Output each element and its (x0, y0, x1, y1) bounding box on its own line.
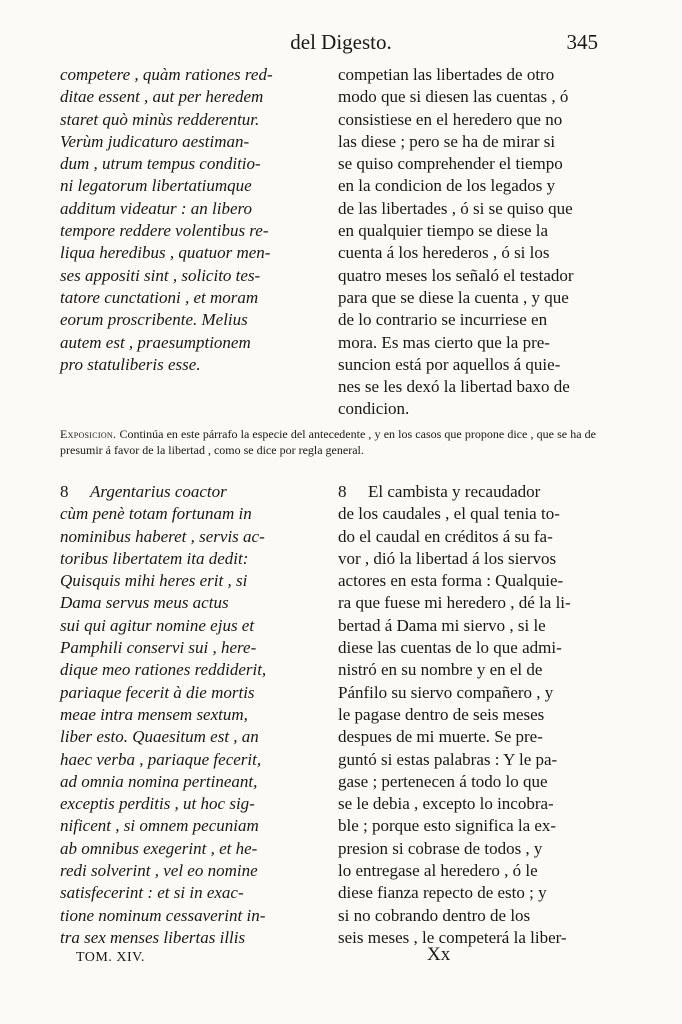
section-first-line (338, 481, 596, 503)
text-line: ble ; porque esto significa la ex- (338, 816, 557, 836)
text-line: mora. Es mas cierto que la pre- (338, 332, 550, 352)
text-line: vor , dió la libertad á los siervos (338, 548, 557, 568)
text-line: ni legatorum libertatiumque (60, 176, 252, 196)
text-line: do el caudal en créditos á su fa- (338, 526, 553, 546)
text-line: sui qui agitur nomine ejus et (60, 615, 255, 635)
text-line: tatore cunctationi , et moram (60, 287, 259, 307)
text-line: Dama servus meus actus (60, 593, 229, 613)
text-line: tione nominum cessaverint in- (60, 905, 266, 925)
text-line: si no cobrando dentro de los (338, 905, 531, 925)
text-line: para que se diese la cuenta , y que (338, 287, 569, 307)
text-line: additum videatur : an libero (60, 198, 253, 218)
text-line: redi solverint , vel eo nomine (60, 861, 258, 881)
text-line: Pánfilo su siervo compañero , y (338, 682, 554, 702)
exposicion-label: Exposicion. (60, 427, 117, 441)
text-line: toribus libertatem ita dedit: (60, 548, 249, 568)
text-line: nominibus haberet , servis ac- (60, 526, 265, 546)
text-line: meae intra mensem sextum, (60, 704, 248, 724)
exposicion-text: Continúa en este párrafo la especie del antecedente , y en los casos que propone dice , que se ha de presumir á favor de la libertad , como se dice por regla general. (60, 427, 596, 457)
text-line: diese las cuentas de lo que admi- (338, 638, 562, 658)
text-line: de los caudales , el qual tenia to- (338, 504, 560, 524)
text-line: quatro meses los señaló el testador (338, 265, 574, 285)
text-line: Verùm judicaturo aestiman- (60, 131, 250, 151)
page-number: 345 (566, 30, 598, 54)
text-line: modo que si diesen las cuentas , ó (338, 87, 569, 107)
text-line: de lo contrario se incurriese en (338, 310, 548, 330)
text-line: suncion está por aquellos á quie- (338, 354, 561, 374)
text-line: liqua heredibus , quatuor men- (60, 243, 271, 263)
text-line: gase ; pertenecen á todo lo que (338, 771, 548, 791)
text-line: tra sex menses libertas illis (60, 927, 246, 947)
text-line: staret quò minùs redderentur. (60, 109, 260, 129)
text-line: nificent , si omnem pecuniam (60, 816, 259, 836)
text-line: Quisquis mihi heres erit , si (60, 571, 248, 591)
text-line: las diese ; pero se ha de mirar si (338, 131, 556, 151)
text-line: haec verba , pariaque fecerit, (60, 749, 262, 769)
text-line: ra que fuese mi heredero , dé la li- (338, 593, 571, 613)
text-line: pariaque fecerit à die mortis (60, 682, 255, 702)
text-line: de las libertades , ó si se quiso que (338, 198, 573, 218)
section-number: 8 (60, 482, 69, 501)
text-line: diese fianza repecto de esto ; y (338, 883, 547, 903)
text-line: lo entregase al heredero , ó le (338, 861, 538, 881)
text-line: en qualquier tiempo se diese la (338, 221, 549, 241)
section-number: 8 (338, 482, 347, 501)
text-line: cùm penè totam fortunam in (60, 504, 252, 524)
text-line: se quiso comprehender el tiempo (338, 154, 563, 174)
exposicion-note (60, 426, 596, 458)
text-line: actores en esta forma : Qualquie- (338, 571, 564, 591)
text-line: pro statuliberis esse. (60, 354, 201, 374)
text-line: ab omnibus exegerint , et he- (60, 838, 258, 858)
spanish-column-section-8 (338, 481, 596, 949)
text-line: eorum proscribente. Melius (60, 310, 248, 330)
text-line: bertad á Dama mi siervo , si le (338, 615, 546, 635)
text-line: nistró en su nombre y en el de (338, 660, 543, 680)
text-line: dique meo rationes reddiderit, (60, 660, 267, 680)
running-title: del Digesto. (290, 30, 392, 54)
text-line: seis meses , le competerá la liber- (338, 927, 567, 947)
text-line: ses appositi sint , solicito tes- (60, 265, 261, 285)
spanish-column-top (338, 64, 596, 421)
text-line: en la condicion de los legados y (338, 176, 556, 196)
text-line: competian las libertades de otro (338, 65, 555, 84)
text-line: autem est , praesumptionem (60, 332, 251, 352)
signature-mark: Xx (427, 944, 451, 965)
text-line: cuenta á los herederos , ó si los (338, 243, 550, 263)
text-line: dum , utrum tempus conditio- (60, 154, 261, 174)
text-line: ditae essent , aut per heredem (60, 87, 264, 107)
section-first-line (60, 481, 318, 503)
text-line: nes se les dexó la libertad baxo de (338, 377, 570, 397)
text-line: Argentarius coactor (90, 482, 227, 501)
text-line: ad omnia nomina pertineant, (60, 771, 258, 791)
text-line: Pamphili conservi sui , here- (60, 638, 257, 658)
text-line: El cambista y recaudador (368, 482, 541, 501)
text-line: tempore reddere volentibus re- (60, 221, 269, 241)
text-line: satisfecerint : et si in exac- (60, 883, 244, 903)
latin-column-top (60, 64, 318, 376)
text-line: se le debia , excepto lo incobra- (338, 794, 554, 814)
text-line: despues de mi muerte. Se pre- (338, 727, 543, 747)
text-line: consistiese en el heredero que no (338, 109, 563, 129)
latin-column-section-8 (60, 481, 318, 949)
text-line: exceptis perditis , ut hoc sig- (60, 794, 255, 814)
volume-label: TOM. XIV. (76, 950, 145, 965)
text-line: le pagase dentro de seis meses (338, 704, 545, 724)
text-line: competere , quàm rationes red- (60, 65, 273, 84)
text-line: liber esto. Quaesitum est , an (60, 727, 259, 747)
text-line: presion si cobrase de todos , y (338, 838, 543, 858)
text-line: condicion. (338, 399, 410, 419)
text-line: guntó si estas palabras : Y le pa- (338, 749, 558, 769)
